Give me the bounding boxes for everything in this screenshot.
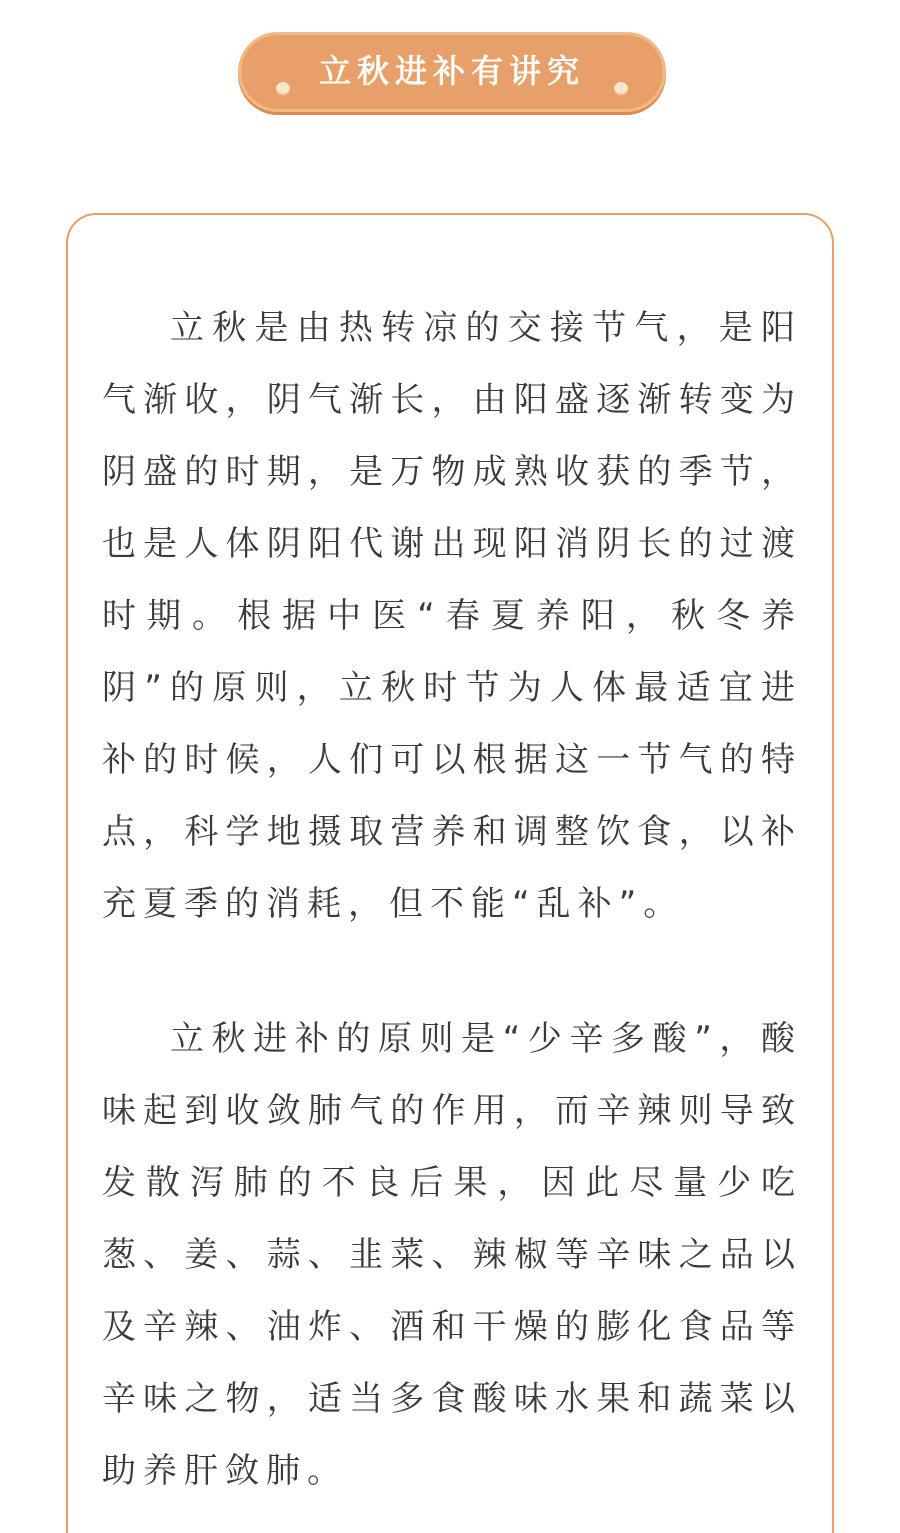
page-title: 立秋进补有讲究 bbox=[318, 52, 585, 90]
title-banner bbox=[238, 32, 666, 112]
paragraph-1: 立秋是由热转凉的交接节气，是阳气渐收，阴气渐长，由阳盛逐渐转变为阴盛的时期，是万物成熟收获的季节，也是人体阴阳代谢出现阳消阴长的过渡时期。根据中医“春夏养阳，秋冬养阴”的原则，立秋时节为人体最适宜进补的时候，人们可以根据这一节气的特点，科学地摄取营养和调整饮食，以补充夏季的消耗，但不能“乱补”。 bbox=[102, 308, 802, 924]
banner-dot-right bbox=[614, 82, 628, 96]
banner-dot-left bbox=[276, 82, 290, 96]
paragraph-2: 立秋进补的原则是“少辛多酸”，酸味起到收敛肺气的作用，而辛辣则导致发散泻肺的不良后果，因此尽量少吃葱、姜、蒜、韭菜、辣椒等辛味之品以及辛辣、油炸、酒和干燥的膨化食品等辛味之物，适当多食酸味水果和蔬菜以助养肝敛肺。 bbox=[102, 1019, 802, 1491]
